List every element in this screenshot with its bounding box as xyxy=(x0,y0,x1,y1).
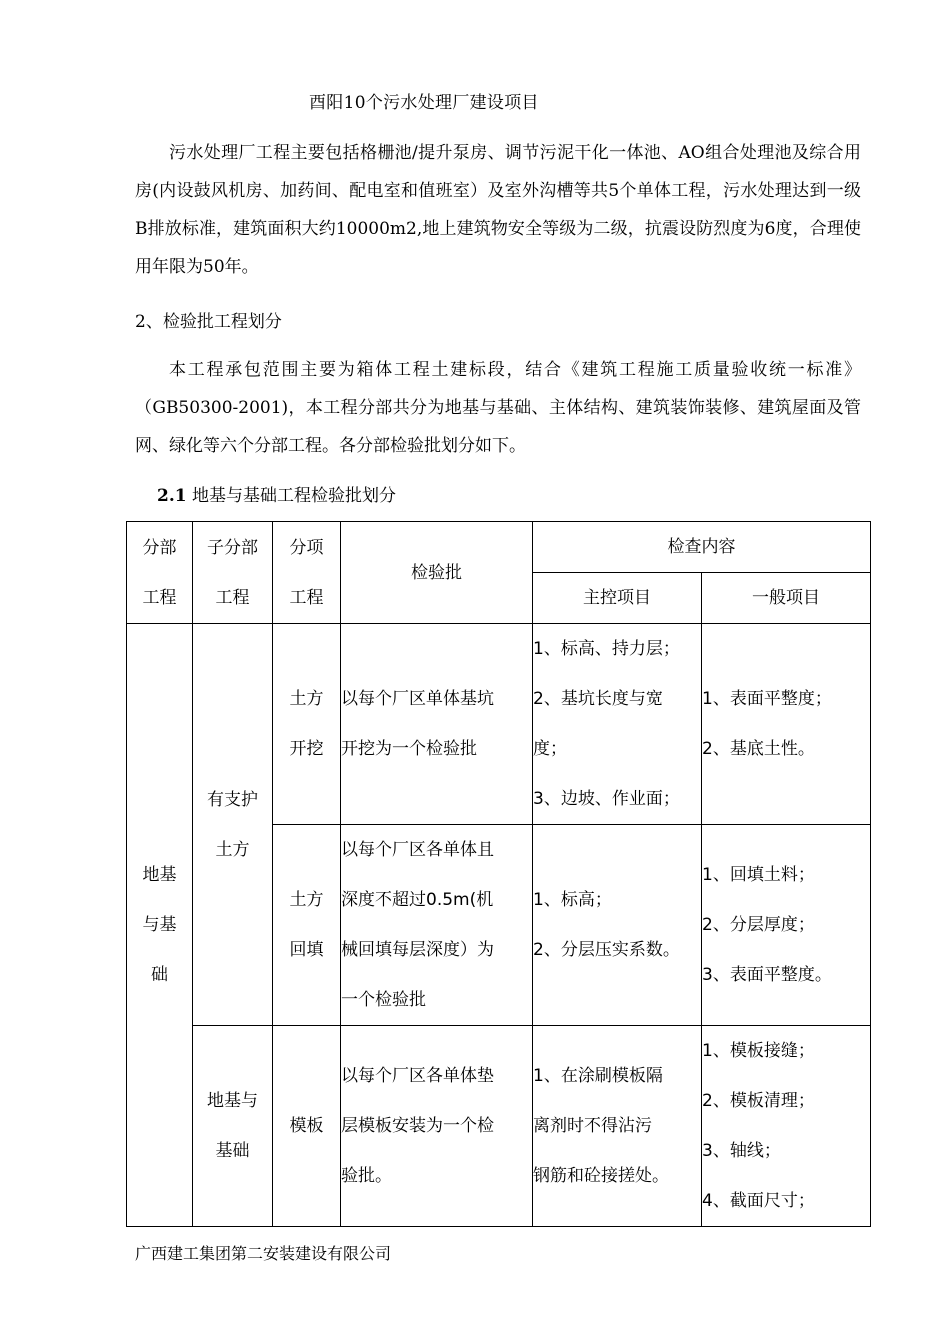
general-item-line: 3、表面平整度。 xyxy=(702,965,832,985)
lot-cell xyxy=(341,624,533,825)
general-item-line: 2、分层厚度； xyxy=(702,915,815,935)
main-item-line: 度； xyxy=(533,739,567,759)
main-item-line: 3、边坡、作业面； xyxy=(533,789,680,809)
division-line: 与基 xyxy=(142,915,177,935)
general-items-cell xyxy=(702,825,871,1026)
division-cell xyxy=(127,624,193,1227)
item-line: 开挖 xyxy=(289,739,324,759)
item-line: 土方 xyxy=(289,689,324,709)
lot-line: 验批。 xyxy=(341,1166,392,1186)
general-item-line: 2、模板清理； xyxy=(702,1091,815,1111)
subsection-number: 2.1 xyxy=(157,486,187,506)
lot-line: 以每个厂区各单体且 xyxy=(341,840,494,860)
main-item-line: 离剂时不得沾污 xyxy=(533,1116,652,1136)
header-item-line: 工程 xyxy=(289,587,324,608)
main-items-cell xyxy=(533,624,702,825)
general-item-line: 1、回填土料； xyxy=(702,865,815,885)
main-item-line: 1、标高、持力层； xyxy=(533,639,680,659)
header-main-items: 主控项目 xyxy=(533,573,702,624)
lot-line: 以每个厂区各单体垫 xyxy=(341,1066,494,1086)
main-item-line: 钢筋和砼接搓处。 xyxy=(533,1166,669,1186)
header-division-line: 工程 xyxy=(142,587,177,608)
lot-line: 械回填每层深度）为 xyxy=(341,940,494,960)
division-line: 础 xyxy=(151,965,168,985)
section-heading: 2、检验批工程划分 xyxy=(135,312,282,332)
subdivision-line: 基础 xyxy=(215,1141,250,1161)
main-item-line: 2、基坑长度与宽 xyxy=(533,689,663,709)
main-item-line: 2、分层压实系数。 xyxy=(533,940,680,960)
item-line: 模板 xyxy=(289,1116,324,1136)
header-item-line: 分项 xyxy=(289,537,324,558)
header-subdivision-line: 工程 xyxy=(215,587,250,608)
lot-cell xyxy=(341,825,533,1026)
lot-line: 层模板安装为一个检 xyxy=(341,1116,494,1136)
general-item-line: 1、模板接缝； xyxy=(702,1041,815,1061)
item-line: 回填 xyxy=(289,940,324,960)
general-item-line: 1、表面平整度； xyxy=(702,689,832,709)
lot-line: 深度不超过0.5m(机 xyxy=(341,890,494,910)
lot-line: 以每个厂区单体基坑 xyxy=(341,689,494,709)
section-paragraph xyxy=(135,351,861,465)
header-check-content: 检查内容 xyxy=(533,522,871,573)
lot-cell xyxy=(341,1026,533,1227)
subdivision-line: 有支护 xyxy=(207,789,258,810)
item-cell xyxy=(273,825,341,1026)
main-items-cell xyxy=(533,1026,702,1227)
header-division xyxy=(127,522,193,624)
header-general-items: 一般项目 xyxy=(702,573,871,624)
intro-paragraph xyxy=(135,134,861,286)
general-items-cell xyxy=(702,1026,871,1227)
general-item-line: 2、基底土性。 xyxy=(702,739,815,759)
subdivision-cell xyxy=(193,624,273,1026)
general-item-line: 4、截面尺寸； xyxy=(702,1191,815,1211)
header-subdivision xyxy=(193,522,273,624)
main-item-line: 1、在涂刷模板隔 xyxy=(533,1066,663,1086)
main-items-cell xyxy=(533,825,702,1026)
lot-line: 开挖为一个检验批 xyxy=(341,739,477,759)
division-line: 地基 xyxy=(142,865,177,885)
subsection-heading xyxy=(157,481,396,511)
general-item-line: 3、轴线； xyxy=(702,1141,781,1161)
footer-company: 广西建工集团第二安装建设有限公司 xyxy=(135,1244,392,1263)
item-line: 土方 xyxy=(289,890,324,910)
lot-line: 一个检验批 xyxy=(341,990,426,1010)
item-cell xyxy=(273,1026,341,1227)
header-division-line: 分部 xyxy=(142,537,177,558)
item-cell xyxy=(273,624,341,825)
inspection-lot-table xyxy=(126,521,871,1227)
subdivision-cell xyxy=(193,1026,273,1227)
subdivision-line: 土方 xyxy=(215,839,250,860)
subdivision-line: 地基与 xyxy=(207,1091,258,1111)
main-item-line: 1、标高； xyxy=(533,890,612,910)
general-items-cell xyxy=(702,624,871,825)
intro-paragraph-text: 污水处理厂工程主要包括格栅池/提升泵房、调节污泥干化一体池、AO组合处理池及综合用房(内设鼓风机房、加药间、配电室和值班室）及室外沟槽等共5个单体工程，污水处理达到一级B排放标准，建筑面积大约10000m2,地上建筑物安全等级为二级，抗震设防烈度为6度，合理使用年限为50年。 xyxy=(135,143,861,277)
header-lot: 检验批 xyxy=(341,522,533,624)
document-title: 酉阳10个污水处理厂建设项目 xyxy=(309,93,539,113)
header-item xyxy=(273,522,341,624)
subsection-title: 地基与基础工程检验批划分 xyxy=(191,486,396,506)
header-subdivision-line: 子分部 xyxy=(207,537,258,558)
section-paragraph-text: 本工程承包范围主要为箱体工程土建标段，结合《建筑工程施工质量验收统一标准》（GB50300-2001)，本工程分部共分为地基与基础、主体结构、建筑装饰装修、建筑屋面及管网、绿化等六个分部工程。各分部检验批划分如下。 xyxy=(135,360,861,456)
